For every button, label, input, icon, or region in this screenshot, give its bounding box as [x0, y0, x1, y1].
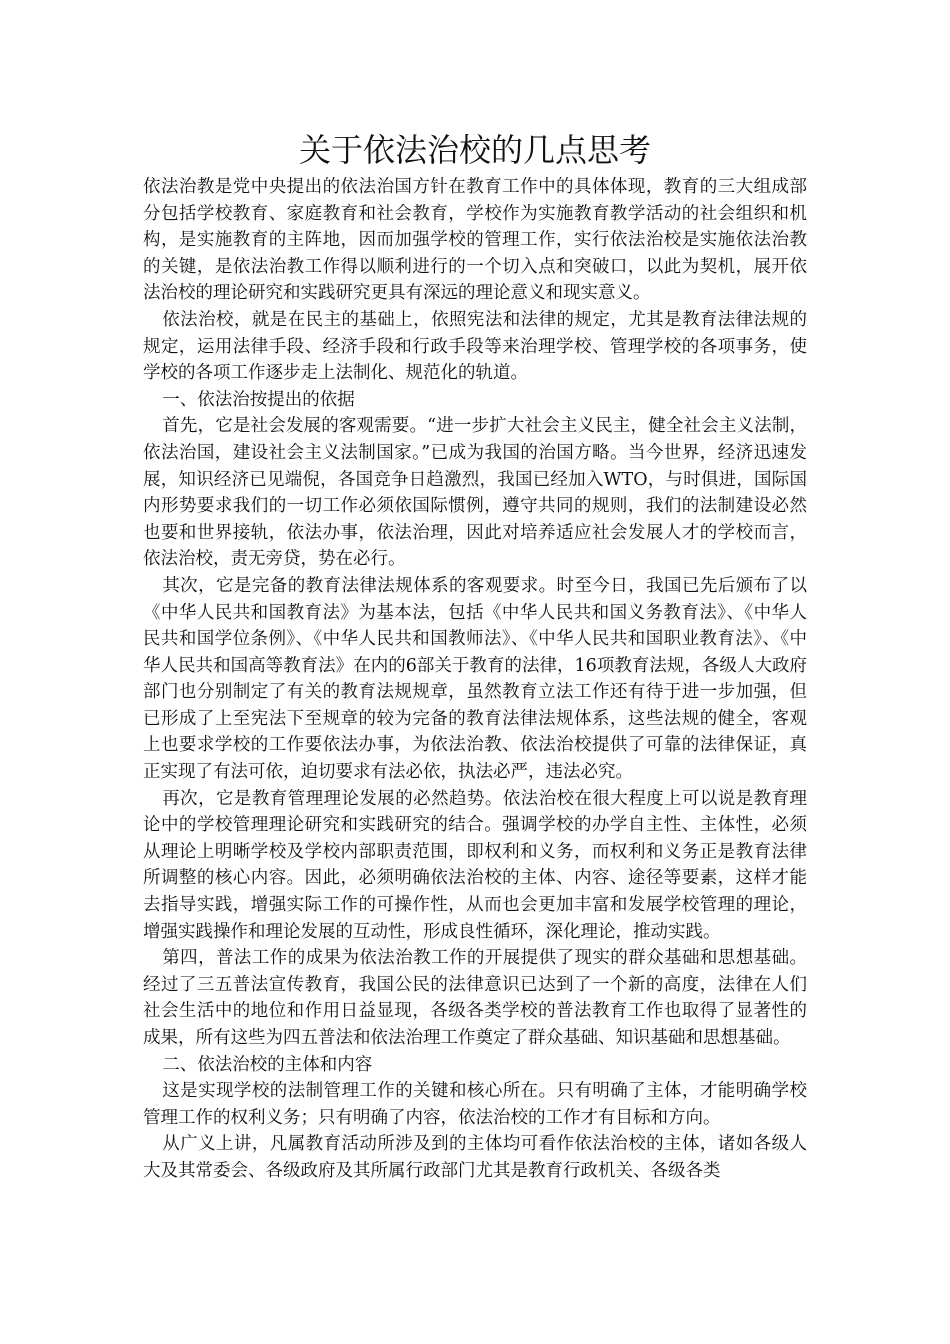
paragraph-social-need: 首先，它是社会发展的客观需要。“进一步扩大社会主义民主，健全社会主义法制，依法治国，建设社会主义法制国家。”已成为我国的治国方略。当今世界，经济迅速发展，知识经济已见端倪，各国竞争日趋激烈，我国已经加入WTO，与时俱进，国际国内形势要求我们的一切工作必须依国际惯例，遵守共同的规则，我们的法制建设必然也要和世界接轨，依法办事，依法治理，因此对培养适应社会发展人才的学校而言，依法治校，责无旁贷，势在必行。 — [143, 416, 807, 570]
paragraph-legal-education: 第四，普法工作的成果为依法治教工作的开展提供了现实的群众基础和思想基础。经过了三五普法宣传教育，我国公民的法律意识已达到了一个新的高度，法律在人们社会生活中的地位和作用日益显现，各级各类学校的普法教育工作也取得了显著性的成果，所有这些为四五普法和依法治理工作奠定了群众基础、知识基础和思想基础。 — [143, 948, 807, 1048]
section-heading-basis: 一、依法治按提出的依据 — [162, 389, 355, 410]
document-title: 关于依法治校的几点思考 — [298, 131, 651, 169]
paragraph-intro: 依法治教是党中央提出的依法治国方针在教育工作中的具体体现，教育的三大组成部分包括学校教育、家庭教育和社会教育，学校作为实施教育教学活动的社会组织和机构，是实施教育的主阵地，因而加强学校的管理工作，实行依法治校是实施依法治教的关键，是依法治教工作得以顺利进行的一个切入点和突破口，以此为契机，展开依法治校的理论研究和实践研究更具有深远的理论意义和现实意义。 — [143, 177, 807, 304]
section-heading-subject-content: 二、依法治校的主体和内容 — [162, 1054, 373, 1075]
paragraph-definition: 依法治校，就是在民主的基础上，依照宪法和法律的规定，尤其是教育法律法规的规定，运用法律手段、经济手段和行政手段等来治理学校、管理学校的各项事务，使学校的各项工作逐步走上法制化、规范化的轨道。 — [143, 309, 807, 384]
paragraph-key-core: 这是实现学校的法制管理工作的关键和核心所在。只有明确了主体，才能明确学校管理工作的权利义务；只有明确了内容，依法治校的工作才有目标和方向。 — [143, 1081, 807, 1128]
paragraph-management-theory: 再次，它是教育管理理论发展的必然趋势。依法治校在很大程度上可以说是教育理论中的学校管理理论研究和实践研究的结合。强调学校的办学自主性、主体性，必须从理论上明晰学校及学校内部职责范围，即权利和义务，而权利和义务正是教育法律所调整的核心内容。因此，必须明确依法治校的主体、内容、途径等要素，这样才能去指导实践，增强实际工作的可操作性，从而也会更加丰富和发展学校管理的理论，增强实践操作和理论发展的互动性，形成良性循环，深化理论，推动实践。 — [143, 788, 807, 942]
paragraph-broad-sense: 从广义上讲，凡属教育活动所涉及到的主体均可看作依法治校的主体，诸如各级人大及其常委会、各级政府及其所属行政部门尤其是教育行政机关、各级各类 — [143, 1134, 807, 1181]
paragraph-legal-system: 其次，它是完备的教育法律法规体系的客观要求。时至今日，我国已先后颁布了以《中华人民共和国教育法》为基本法，包括《中华人民共和国义务教育法》、《中华人民共和国学位条例》、《中华人民共和国教师法》、《中华人民共和国职业教育法》、《中华人民共和国高等教育法》在内的6部关于教育的法律，16项教育法规，各级人大政府部门也分别制定了有关的教育法规规章，虽然教育立法工作还有待于进一步加强，但已形成了上至宪法下至规章的较为完备的教育法律法规体系，这些法规的健全，客观上也要求学校的工作要依法办事，为依法治教、依法治校提供了可靠的法律保证，真正实现了有法可依，迫切要求有法必依，执法必严，违法必究。 — [143, 575, 807, 783]
document-body — [143, 174, 807, 1334]
